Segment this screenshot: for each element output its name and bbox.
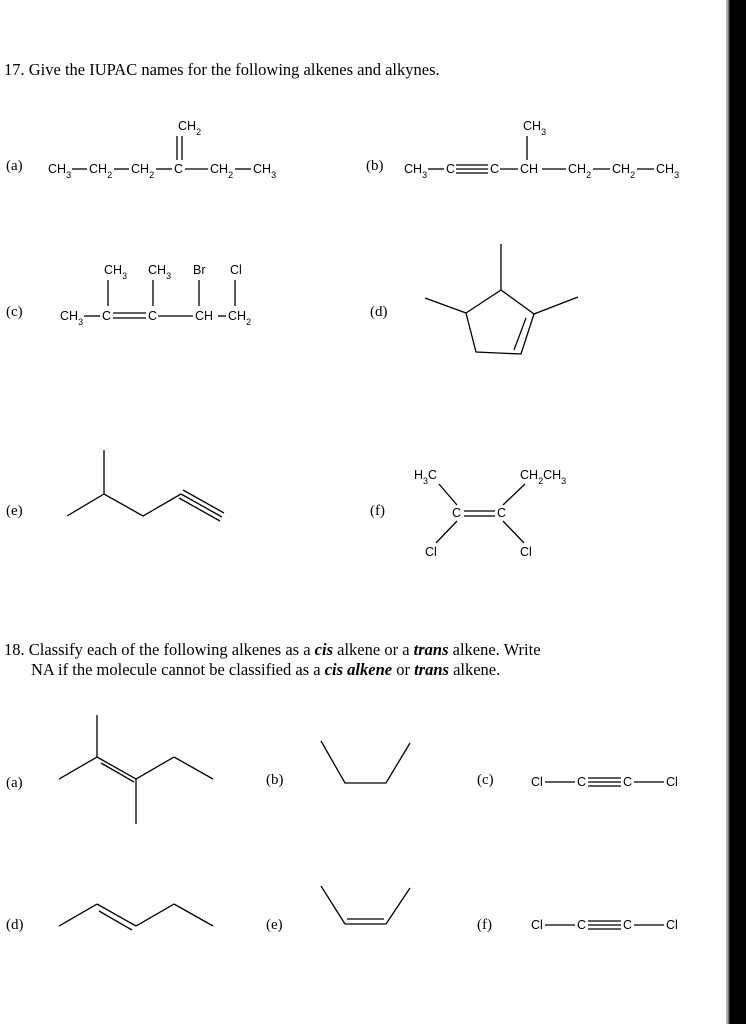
structure-18a [59, 715, 213, 824]
structure-18d [59, 904, 213, 930]
q18-text-5: or [392, 660, 415, 679]
q18-label-a: (a) [6, 775, 23, 791]
s17c-ch: CH [195, 309, 214, 323]
structure-18e [321, 886, 410, 924]
s18c-c-2: C [623, 775, 633, 789]
structure-18b [321, 741, 410, 783]
q17-label-e: (e) [6, 503, 23, 519]
question-17-number: 17. [4, 60, 25, 79]
s17c-c-2: C [148, 309, 158, 323]
s17c-ch3-main: $CH_3$ [60, 309, 84, 327]
s17c-c-1: C [102, 309, 112, 323]
structure-18c [531, 775, 678, 789]
s18c-cl-1: Cl [531, 775, 543, 789]
s17a-ch3-1: $CH_3$ [48, 162, 72, 180]
s17a-ch2-3: $CH_2$ [210, 162, 234, 180]
s18f-cl-1: Cl [531, 918, 543, 932]
q17-label-a: (a) [6, 158, 23, 174]
q18-label-b: (b) [266, 772, 284, 788]
s17b-ch3-1: $CH_3$ [404, 162, 428, 180]
q18-trans-2: trans [414, 660, 449, 679]
question-17-text: Give the IUPAC names for the following alkenes and alkynes. [28, 60, 440, 79]
s17f-h3c: $H_3C$ [414, 468, 438, 486]
s17f-c-right: C [497, 506, 507, 520]
s17c-sub-ch3-1: $CH_3$ [104, 263, 128, 281]
s17a-ch2-2: $CH_2$ [131, 162, 155, 180]
s17b-ch3-top: $CH_3$ [523, 119, 547, 137]
s18f-c-2: C [623, 918, 633, 932]
s17b-c-2: C [490, 162, 500, 176]
structure-17f [414, 468, 566, 559]
q17-label-d: (d) [370, 304, 388, 320]
s18f-cl-2: Cl [666, 918, 678, 932]
q18-label-c: (c) [477, 772, 494, 788]
s17f-ch2ch3: $CH_2CH_3$ [520, 468, 567, 486]
structure-17c [60, 263, 251, 327]
q18-label-d: (d) [6, 917, 24, 933]
structure-17e [67, 450, 224, 521]
q18-text-6: alkene. [448, 660, 501, 679]
structure-17b [404, 119, 679, 180]
q18-label-f: (f) [477, 917, 492, 933]
s17a-ch3-2: $CH_3$ [253, 162, 277, 180]
q18-text-4: NA if the molecule cannot be classified as a [31, 660, 325, 679]
s17a-c: C [174, 162, 184, 176]
s17c-sub-cl: Cl [230, 263, 242, 277]
q17-label-f: (f) [370, 503, 385, 519]
q17-label-c: (c) [6, 304, 23, 320]
q17-label-b: (b) [366, 158, 384, 174]
q18-cis-alkene: cis alkene [324, 660, 393, 679]
s17c-sub-ch3-2: $CH_3$ [148, 263, 172, 281]
s18c-c-1: C [577, 775, 587, 789]
s17c-sub-br: Br [193, 263, 206, 277]
structure-17a [48, 119, 276, 180]
s18f-c-1: C [577, 918, 587, 932]
s17b-ch2-1: $CH_2$ [568, 162, 592, 180]
s17f-cl-left: Cl [425, 545, 437, 559]
s17f-c-left: C [452, 506, 462, 520]
q18-trans: trans [413, 640, 449, 659]
s18c-cl-2: Cl [666, 775, 678, 789]
q18-text-2: alkene or a [333, 640, 414, 659]
question-18-number: 18. [4, 640, 25, 659]
s17b-ch: CH [520, 162, 539, 176]
structure-17d [425, 244, 578, 354]
q18-text-3: alkene. Write [448, 640, 541, 659]
structure-18f [531, 918, 678, 932]
s17b-ch3-2: $CH_3$ [656, 162, 680, 180]
q18-label-e: (e) [266, 917, 283, 933]
q18-text-1: Classify each of the following alkenes as a [28, 640, 315, 659]
s17a-ch2-1: $CH_2$ [89, 162, 113, 180]
s17b-ch2-2: $CH_2$ [612, 162, 636, 180]
s17a-ch2-top: $CH_2$ [178, 119, 202, 137]
s17f-cl-right: Cl [520, 545, 532, 559]
s17b-c-1: C [446, 162, 456, 176]
s17c-ch2: $CH_2$ [228, 309, 252, 327]
q18-cis: cis [314, 640, 334, 659]
